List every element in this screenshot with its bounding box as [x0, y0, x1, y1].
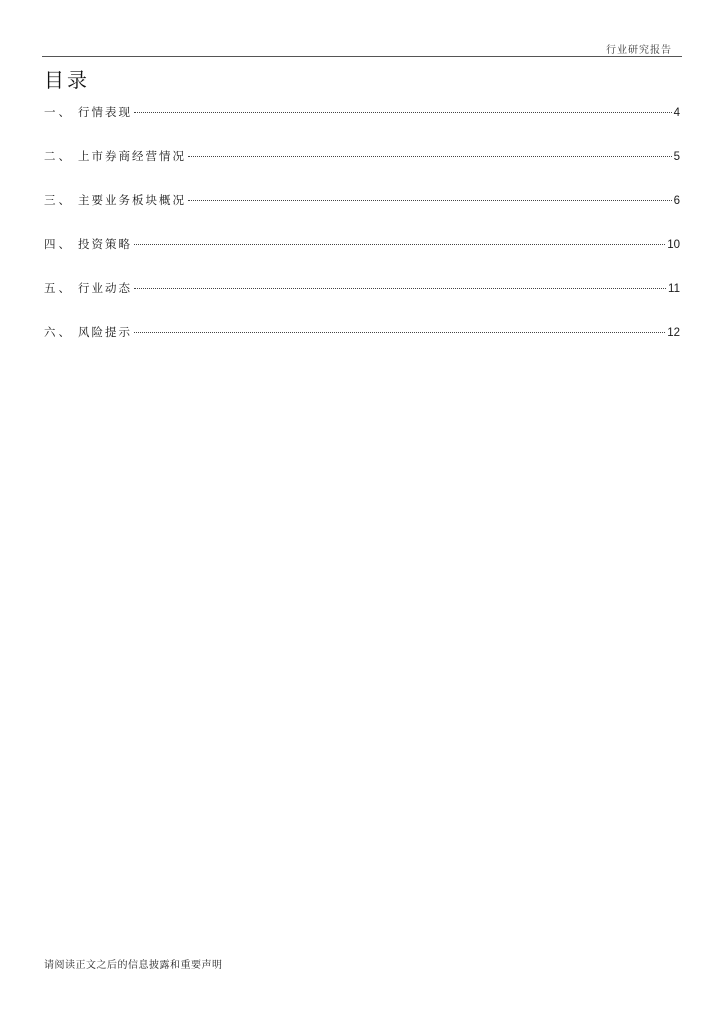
toc-item-label: 行业动态 — [78, 281, 132, 295]
toc-dot-leader — [188, 200, 672, 201]
header-report-type: 行业研究报告 — [606, 45, 672, 56]
toc-item-separator: 、 — [58, 325, 70, 339]
toc-item-label: 投资策略 — [78, 237, 132, 251]
toc-item-number: 六 — [44, 325, 57, 339]
toc-item-separator: 、 — [58, 193, 70, 207]
toc-title: 目录 — [44, 68, 90, 92]
toc-item-number: 二 — [44, 149, 57, 163]
toc-dot-leader — [134, 332, 665, 333]
toc-dot-leader — [188, 156, 672, 157]
toc-item-6[interactable] — [44, 324, 680, 344]
toc-item-separator: 、 — [58, 237, 70, 251]
toc-item-page: 12 — [667, 327, 680, 339]
header-divider — [42, 56, 682, 57]
toc-item-page: 11 — [668, 283, 680, 295]
toc-item-separator: 、 — [58, 149, 70, 163]
toc-item-number: 四 — [44, 237, 57, 251]
toc-item-separator: 、 — [58, 105, 70, 119]
toc-item-page: 4 — [673, 107, 680, 119]
toc-item-separator: 、 — [58, 281, 70, 295]
toc-item-page: 6 — [673, 195, 680, 207]
toc-item-label: 上市券商经营情况 — [78, 149, 186, 163]
toc-item-3[interactable] — [44, 192, 680, 212]
toc-item-number: 五 — [44, 281, 57, 295]
toc-item-number: 三 — [44, 193, 57, 207]
toc-item-4[interactable] — [44, 236, 680, 256]
toc-item-label: 主要业务板块概况 — [78, 193, 186, 207]
toc-item-5[interactable] — [44, 280, 680, 300]
footer-disclaimer: 请阅读正文之后的信息披露和重要声明 — [44, 960, 223, 971]
toc-dot-leader — [134, 112, 672, 113]
toc-dot-leader — [134, 288, 666, 289]
toc-item-page: 5 — [673, 151, 680, 163]
toc-item-label: 行情表现 — [78, 105, 132, 119]
toc-item-label: 风险提示 — [78, 325, 132, 339]
toc-item-number: 一 — [44, 105, 57, 119]
toc-item-1[interactable] — [44, 104, 680, 124]
toc-item-2[interactable] — [44, 148, 680, 168]
toc-item-page: 10 — [667, 239, 680, 251]
toc-dot-leader — [134, 244, 665, 245]
